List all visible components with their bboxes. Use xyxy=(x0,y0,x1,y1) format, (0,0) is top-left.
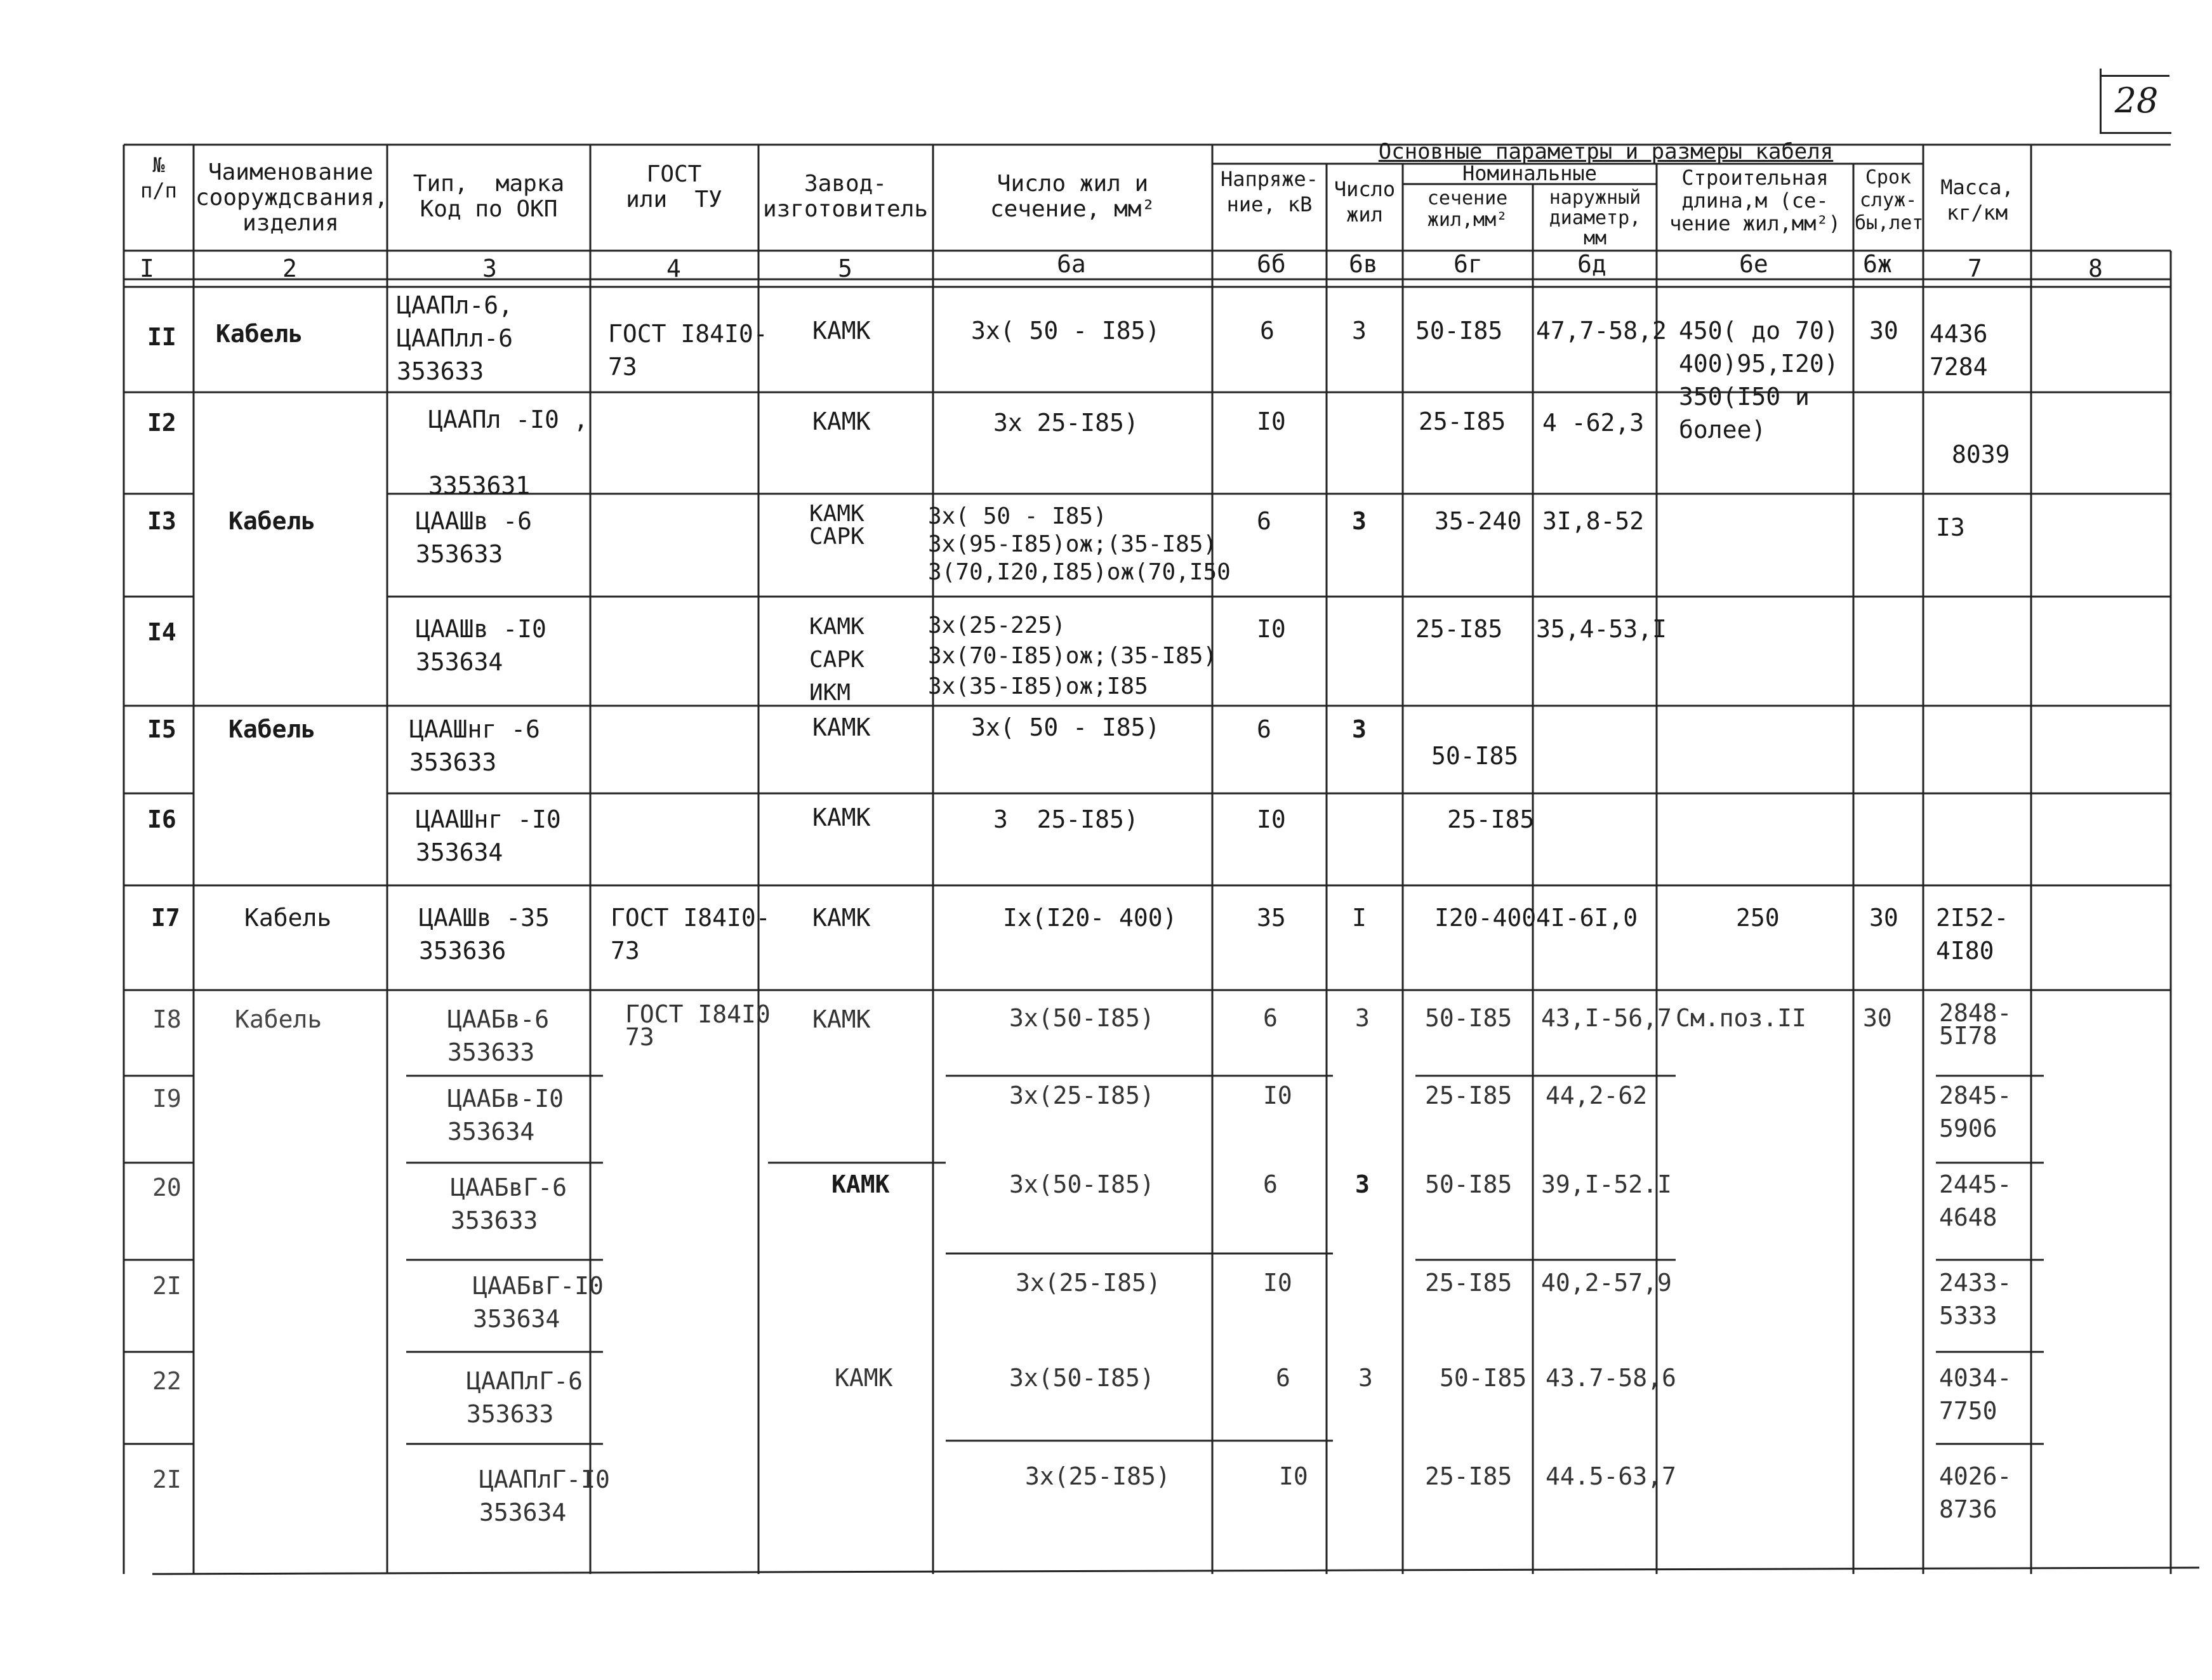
row-maker: КАМК САРК xyxy=(809,501,864,550)
row-core-section: 25-I85 xyxy=(1425,1269,1513,1297)
colnum: 2 xyxy=(282,255,297,282)
row-diameter: 3I,8-52 xyxy=(1542,507,1645,535)
row-diameter: 43,I-56,7 xyxy=(1541,1004,1672,1032)
header-name: Чаименование сооруждсвания, изделия xyxy=(195,159,388,236)
header-length: Строительная длина,м (се- чение жил,мм²) xyxy=(1669,166,1841,235)
row-maker: КАМК САРК ИКМ xyxy=(809,614,864,706)
row-type: ЦААШнг -6 353633 xyxy=(409,715,540,776)
row-diameter: 40,2-57,9 xyxy=(1541,1269,1672,1297)
header-nominal-title: Номинальные xyxy=(1462,161,1597,185)
row-diameter: 4I-6I,0 xyxy=(1536,904,1638,932)
row-cores: 3 xyxy=(1352,715,1367,743)
header-type: Тип, марка Код по ОКП xyxy=(413,171,565,222)
row-name: Кабель xyxy=(235,1005,322,1033)
row-number: 2I xyxy=(152,1272,182,1300)
row-section: 3х(25-I85) xyxy=(1009,1081,1155,1109)
row-maker: КАМК xyxy=(812,804,871,831)
row-mass: 2I52- 4I80 xyxy=(1936,904,2009,965)
row-name: Кабель xyxy=(244,904,332,932)
row-voltage: I0 xyxy=(1263,1269,1292,1297)
colnum: 6в xyxy=(1349,250,1378,278)
colnum: 6б xyxy=(1257,250,1286,278)
colnum: 6ж xyxy=(1863,250,1892,278)
row-diameter: 44.5-63,7 xyxy=(1546,1462,1676,1490)
row-length: 250 xyxy=(1736,904,1780,932)
colnum: 4 xyxy=(666,255,681,282)
row-core-section: 50-I85 xyxy=(1415,317,1503,345)
row-name: Кабель xyxy=(216,320,303,348)
header-section: Число жил и сечение, мм² xyxy=(990,171,1156,222)
row-core-section: 50-I85 xyxy=(1425,1004,1513,1032)
row-core-section: 35-240 xyxy=(1434,507,1522,535)
row-diameter: 47,7-58,2 xyxy=(1536,317,1667,345)
row-mass: I3 xyxy=(1936,513,1965,541)
colnum: 8 xyxy=(2088,255,2103,282)
row-gost: ГОСТ I84I0- 73 xyxy=(608,320,768,381)
row-type: ЦААБвГ-I0 353634 xyxy=(473,1272,604,1333)
row-mass: 2433- 5333 xyxy=(1939,1269,2012,1330)
row-number: 20 xyxy=(152,1174,182,1201)
row-maker: КАМК xyxy=(812,713,871,741)
row-mass: 8039 xyxy=(1952,440,2010,468)
row-section: 3х(50-I85) xyxy=(1009,1364,1155,1392)
row-voltage: 6 xyxy=(1263,1004,1278,1032)
row-number: 22 xyxy=(152,1367,182,1395)
row-service: 30 xyxy=(1869,317,1898,345)
header-voltage: Напряже- ние, кВ xyxy=(1220,167,1319,216)
row-type: ЦААБвГ-6 353633 xyxy=(451,1174,567,1234)
colnum: 5 xyxy=(838,255,852,282)
row-mass: 2445- 4648 xyxy=(1939,1170,2012,1231)
row-voltage: I0 xyxy=(1257,615,1286,643)
row-voltage: I0 xyxy=(1263,1081,1292,1109)
row-name: Кабель xyxy=(228,715,316,743)
row-voltage: I0 xyxy=(1257,805,1286,833)
row-number: 2I xyxy=(152,1465,182,1493)
row-core-section: I20-400 xyxy=(1434,904,1537,932)
row-core-section: 25-I85 xyxy=(1419,407,1506,435)
row-section: 3х(25-I85) xyxy=(1025,1462,1170,1490)
row-voltage: 6 xyxy=(1276,1364,1290,1392)
row-section: 3х(50-I85) xyxy=(1009,1170,1155,1198)
header-number: № п/п xyxy=(140,153,177,202)
header-maker: Завод- изготовитель xyxy=(762,171,929,222)
row-core-section: 25-I85 xyxy=(1415,615,1503,643)
page-number: 28 xyxy=(2100,69,2171,134)
row-core-section: 50-I85 xyxy=(1425,1170,1513,1198)
row-cores: 3 xyxy=(1355,1004,1370,1032)
row-diameter: 43.7-58,6 xyxy=(1546,1364,1676,1392)
row-mass: 4436 7284 xyxy=(1930,320,1988,381)
row-voltage: I0 xyxy=(1279,1462,1308,1490)
row-section: 3х(50-I85) xyxy=(1009,1004,1155,1032)
header-cores: Число жил xyxy=(1334,177,1396,227)
row-voltage: 35 xyxy=(1257,904,1286,932)
row-mass: 2845- 5906 xyxy=(1939,1081,2012,1142)
row-core-section: 25-I85 xyxy=(1425,1081,1513,1109)
header-gost: ГОСТ или ТУ xyxy=(626,161,722,213)
row-section: 3х( 50 - I85) xyxy=(971,713,1160,741)
row-voltage: 6 xyxy=(1263,1170,1278,1198)
row-number: I4 xyxy=(147,618,176,646)
row-diameter: 4 -62,3 xyxy=(1542,409,1645,437)
colnum: 6е xyxy=(1739,250,1768,278)
row-maker: КАМК xyxy=(812,407,871,435)
row-voltage: 6 xyxy=(1257,507,1271,535)
row-number: II xyxy=(147,323,176,351)
row-section: 3х(25-I85) xyxy=(1016,1269,1161,1297)
row-section: 3х( 50 - I85) xyxy=(971,317,1160,345)
header-service: Срок служ- бы,лет xyxy=(1855,166,1924,234)
row-service: 30 xyxy=(1869,904,1898,932)
row-diameter: 44,2-62 xyxy=(1546,1081,1648,1109)
row-core-section: 50-I85 xyxy=(1440,1364,1527,1392)
row-section: 3 25-I85) xyxy=(993,805,1139,833)
row-section: 3х( 50 - I85) 3х(95-I85)ож;(35-I85) 3(70,I20,I85)ож(70,I50 xyxy=(928,503,1231,585)
colnum: I xyxy=(140,255,154,282)
row-type: ЦААШв -6 353633 xyxy=(416,507,533,568)
row-core-section: 25-I85 xyxy=(1425,1462,1513,1490)
row-length: 450( до 70) 400)95,I20) 350(I50 и более) xyxy=(1679,317,1839,444)
colnum: 3 xyxy=(482,255,497,282)
row-type: ЦААШнг -I0 353634 xyxy=(416,805,561,866)
header-mass: Масса, кг/км xyxy=(1940,175,2014,225)
row-mass: 4026- 8736 xyxy=(1939,1462,2012,1523)
row-diameter: 35,4-53,I xyxy=(1536,615,1667,643)
row-mass: 2848- 5I78 xyxy=(1939,999,2012,1050)
row-cores: 3 xyxy=(1355,1170,1370,1198)
row-type: ЦААПл-6, ЦААПлл-6 353633 xyxy=(397,291,513,385)
row-type: ЦААПл -I0 , 3353631 xyxy=(428,406,588,499)
row-name: Кабель xyxy=(228,507,316,535)
row-service: 30 xyxy=(1863,1004,1892,1032)
row-gost: ГОСТ I84I0- 73 xyxy=(611,904,771,965)
colnum: 6а xyxy=(1057,250,1086,278)
row-cores: I xyxy=(1352,904,1367,932)
row-core-section: 25-I85 xyxy=(1447,805,1535,833)
header-diameter: наружный диаметр, мм xyxy=(1549,187,1641,249)
row-cores: 3 xyxy=(1352,507,1367,535)
row-voltage: I0 xyxy=(1257,407,1286,435)
row-type: ЦААПлГ-I0 353634 xyxy=(479,1465,610,1526)
row-number: I5 xyxy=(147,715,176,743)
row-mass: 4034- 7750 xyxy=(1939,1364,2012,1425)
colnum: 6г xyxy=(1454,250,1483,278)
row-section: Iх(I20- 400) xyxy=(1003,904,1177,932)
row-number: I3 xyxy=(147,507,176,535)
colnum: 7 xyxy=(1968,255,1982,282)
row-maker: КАМК xyxy=(831,1170,890,1198)
row-gost: ГОСТ I84I0 73 xyxy=(625,1000,771,1051)
row-number: I9 xyxy=(152,1085,182,1113)
row-maker: КАМК xyxy=(812,904,871,932)
row-type: ЦААШв -35 353636 xyxy=(419,904,550,965)
row-section: 3х(25-225) 3х(70-I85)ож;(35-I85) 3х(35-I85)ож;I85 xyxy=(928,612,1217,699)
row-maker: КАМК xyxy=(812,317,871,345)
row-number: I8 xyxy=(152,1005,182,1033)
row-type: ЦААБв-I0 353634 xyxy=(447,1085,564,1146)
row-number: I6 xyxy=(147,805,176,833)
row-voltage: 6 xyxy=(1257,715,1271,743)
row-cores: 3 xyxy=(1352,317,1367,345)
row-length: См.поз.II xyxy=(1676,1004,1806,1032)
row-number: I2 xyxy=(147,409,176,437)
row-type: ЦААШв -I0 353634 xyxy=(416,615,546,676)
row-number: I7 xyxy=(151,904,180,932)
row-maker: КАМК xyxy=(835,1364,893,1392)
row-section: 3х 25-I85) xyxy=(993,409,1139,437)
row-cores: 3 xyxy=(1358,1364,1373,1392)
colnum: 6д xyxy=(1577,250,1606,278)
header-core-section: сечение жил,мм² xyxy=(1427,187,1508,231)
row-type: ЦААПлГ-6 353633 xyxy=(467,1367,583,1428)
row-core-section: 50-I85 xyxy=(1431,742,1519,770)
row-voltage: 6 xyxy=(1260,317,1275,345)
row-type: ЦААБв-6 353633 xyxy=(447,1005,550,1066)
row-diameter: 39,I-52.I xyxy=(1541,1170,1672,1198)
row-maker: КАМК xyxy=(812,1005,871,1033)
header-group-title: Основные параметры и размеры кабеля xyxy=(1378,139,1834,164)
